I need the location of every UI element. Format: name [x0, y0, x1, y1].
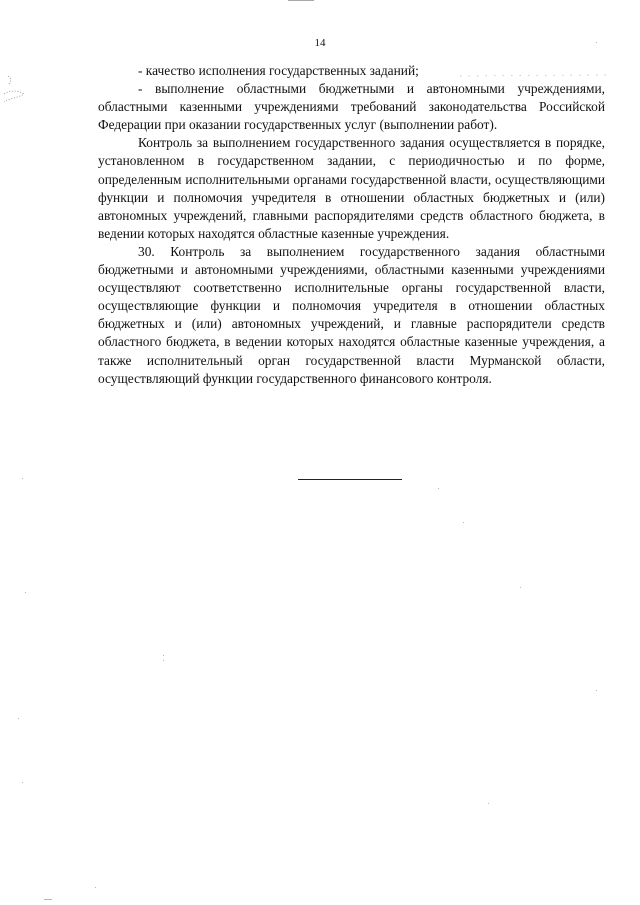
scan-speck	[163, 660, 164, 661]
scan-speck	[25, 592, 26, 593]
scan-speck	[463, 522, 464, 523]
scan-speck	[596, 42, 597, 43]
page-number: 14	[314, 37, 326, 49]
document-body	[98, 62, 605, 388]
paragraph-quality-item: - качество исполнения государственных заданий;	[138, 63, 419, 78]
paragraph-compliance-item: - выполнение областными бюджетными и автономными учреждениями, областными казенными учреждениями требований законодательства Российской Федерации при оказании государственных услуг (выполнении работ).	[98, 81, 605, 133]
scan-speck	[438, 488, 439, 489]
scan-artifact-mark	[2, 72, 32, 112]
scan-speck	[163, 655, 164, 656]
paragraph-clause-30: 30. Контроль за выполнением государственного задания областными бюджетными и автономными учреждениями, областными казенными учреждениями осуществляют соответственно исполнительные органы государственной власти, осуществляющие функции и полномочия учредителя в отношении областных бюджетных и (или) автономных учреждений, и главные распорядители средств областного бюджета, в ведении которых находятся областные казенные учреждения, а также исполнительный орган государственной власти Мурманской области, осуществляющий функции государственного финансового контроля.	[98, 243, 605, 386]
scan-speck	[520, 587, 521, 588]
scan-speck	[95, 887, 96, 888]
scan-speck	[488, 803, 489, 804]
scan-speck	[596, 690, 597, 691]
scan-speck	[18, 718, 19, 719]
scan-speck	[22, 478, 23, 479]
scan-speck	[22, 782, 23, 783]
paragraph-control-procedure: Контроль за выполнением государственного задания осуществляется в порядке, установленном в государственном задании, с периодичностью и по форме, определенным исполнительными органами государственной власти, осуществляющими функции и полномочия учредителя в отношении областных бюджетных и (или) автономных учреждений, главными распорядителями средств областного бюджета, в ведении которых находятся областные казенные учреждения.	[98, 135, 605, 241]
end-of-document-rule	[298, 479, 402, 480]
scan-speck	[44, 899, 52, 900]
scan-mark-top	[288, 0, 314, 1]
